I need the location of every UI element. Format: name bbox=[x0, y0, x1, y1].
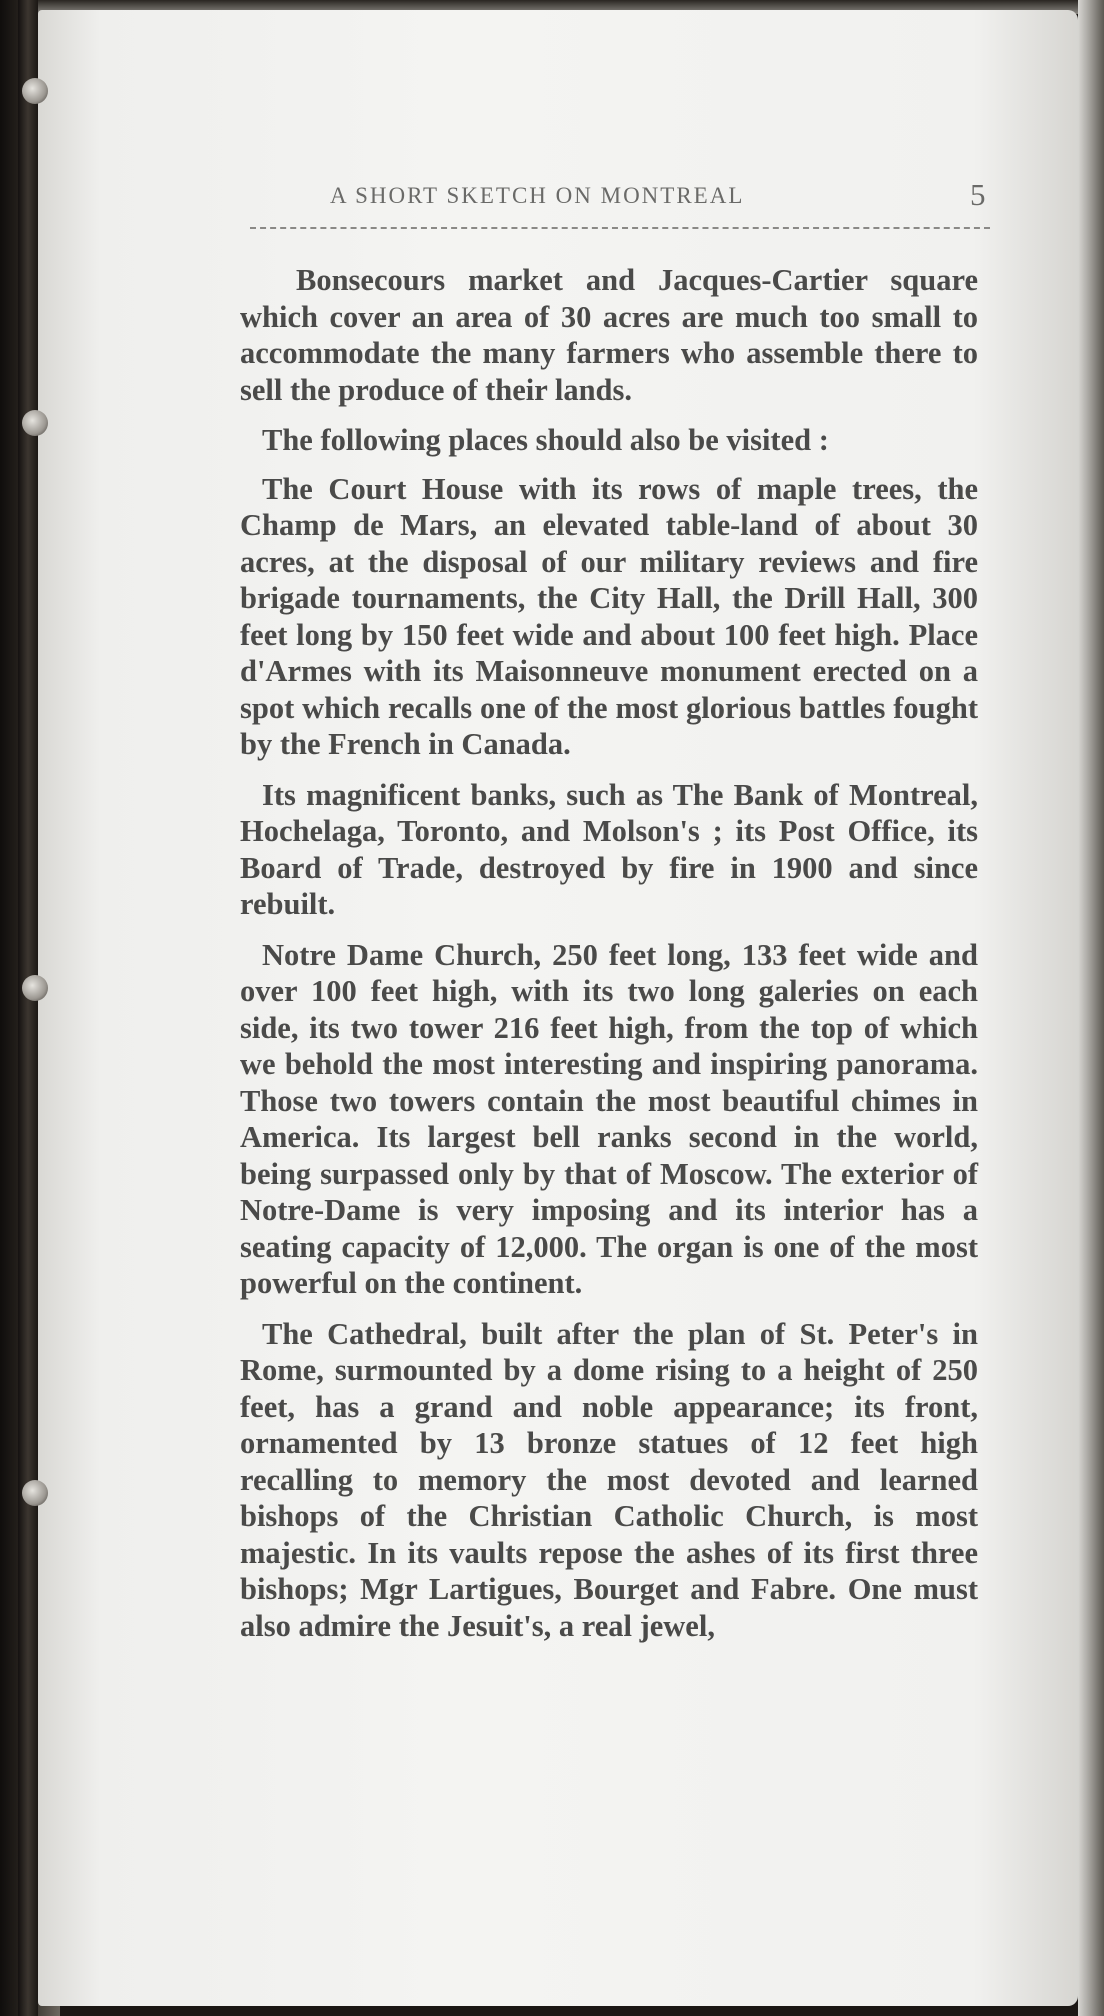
paragraph: The Court House with its rows of maple trees, the Champ de Mars, an elevated table-land of about 30 acres, at the disposal of our military reviews and fire brigade tournaments, the City Hall, the Drill Hall, 300 feet long by 150 feet wide and about 100 feet high. Place d'Armes with its Maisonneuve monument erected on a spot which recalls one of the most glorious battles fought by the French in Canada. bbox=[240, 471, 978, 761]
paragraph: The following places should also be visited : bbox=[262, 423, 829, 457]
binding-stitch bbox=[22, 78, 48, 104]
paragraph: Notre Dame Church, 250 feet long, 133 feet wide and over 100 feet high, with its two long galeries on each side, its two tower 216 feet high, from the top of which we behold the most interesting and inspiring panorama. Those two towers contain the most beautiful chimes in America. Its largest bell ranks second in the world, being surpassed only by that of Moscow. The exterior of Notre-Dame is very imposing and its interior has a seating capacity of 12,000. The organ is one of the most powerful on the continent. bbox=[240, 937, 978, 1300]
page-stack-edge bbox=[1078, 0, 1104, 2016]
binding-stitch bbox=[22, 1480, 48, 1506]
paragraph: Its magnificent banks, such as The Bank of Montreal, Hochelaga, Toronto, and Molson's ; its Post Office, its Board of Trade, destroyed by fire in 1900 and since rebuilt. bbox=[240, 777, 978, 921]
binding-stitch bbox=[22, 410, 48, 436]
running-title: A SHORT SKETCH ON MONTREAL bbox=[330, 183, 745, 208]
binding-stitch bbox=[22, 975, 48, 1001]
book-binding bbox=[18, 0, 38, 2016]
paragraph: Bonsecours market and Jacques-Cartier square which cover an area of 30 acres are much too small to accommodate the many farmers who assemble there to sell the produce of their lands. bbox=[240, 263, 978, 407]
body-text bbox=[240, 262, 978, 1658]
header-rule bbox=[250, 227, 990, 229]
page-header bbox=[250, 177, 990, 243]
page-number: 5 bbox=[970, 177, 986, 212]
paragraph: The Cathedral, built after the plan of St. Peter's in Rome, surmounted by a dome rising to a height of 250 feet, has a grand and noble appearance; its front, ornamented by 13 bronze statues of 12 feet high recalling to memory the most devoted and learned bishops of the Christian Catholic Church, is most majestic. In its vaults repose the ashes of its first three bishops; Mgr Lartigues, Bourget and Fabre. One must also admire the Jesuit's, a real jewel, bbox=[240, 1316, 978, 1643]
